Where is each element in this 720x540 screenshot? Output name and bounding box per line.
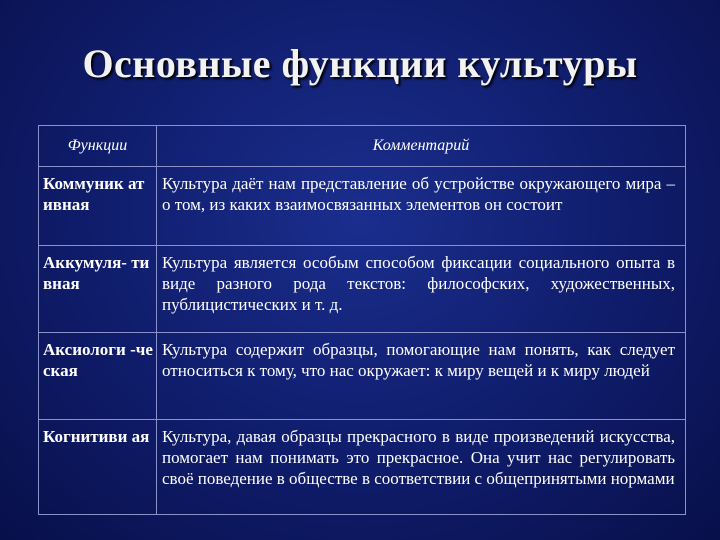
function-name: Аккумуля- тивная [39,246,157,333]
table-row [39,333,686,420]
table-row [39,167,686,246]
function-name: Аксиологи -ческая [39,333,157,420]
slide-title: Основные функции культуры [82,41,638,86]
function-comment: Культура содержит образцы, помогающие нам понять, как следует относиться к тому, что нас окружает: к миру вещей и к миру людей [157,333,686,420]
table-row [39,420,686,515]
functions-table [38,125,686,515]
function-name: Коммуник ативная [39,167,157,246]
header-functions: Функции [39,126,157,167]
table-header-row [39,126,686,167]
table-row [39,246,686,333]
function-comment: Культура, давая образцы прекрасного в виде произведений искусства, помогает нам понимать это прекрасное. Она учит нас регулировать своё поведение в обществе в соответствии с общепринятыми нормами [157,420,686,515]
header-comment: Комментарий [157,126,686,167]
function-comment: Культура является особым способом фиксации социального опыта в виде разного рода текстов: философских, художественных, публицистических и т. д. [157,246,686,333]
function-comment: Культура даёт нам представление об устройстве окружающего мира – о том, из каких взаимосвязанных элементов он состоит [157,167,686,246]
function-name: Когнитиви ая [39,420,157,515]
